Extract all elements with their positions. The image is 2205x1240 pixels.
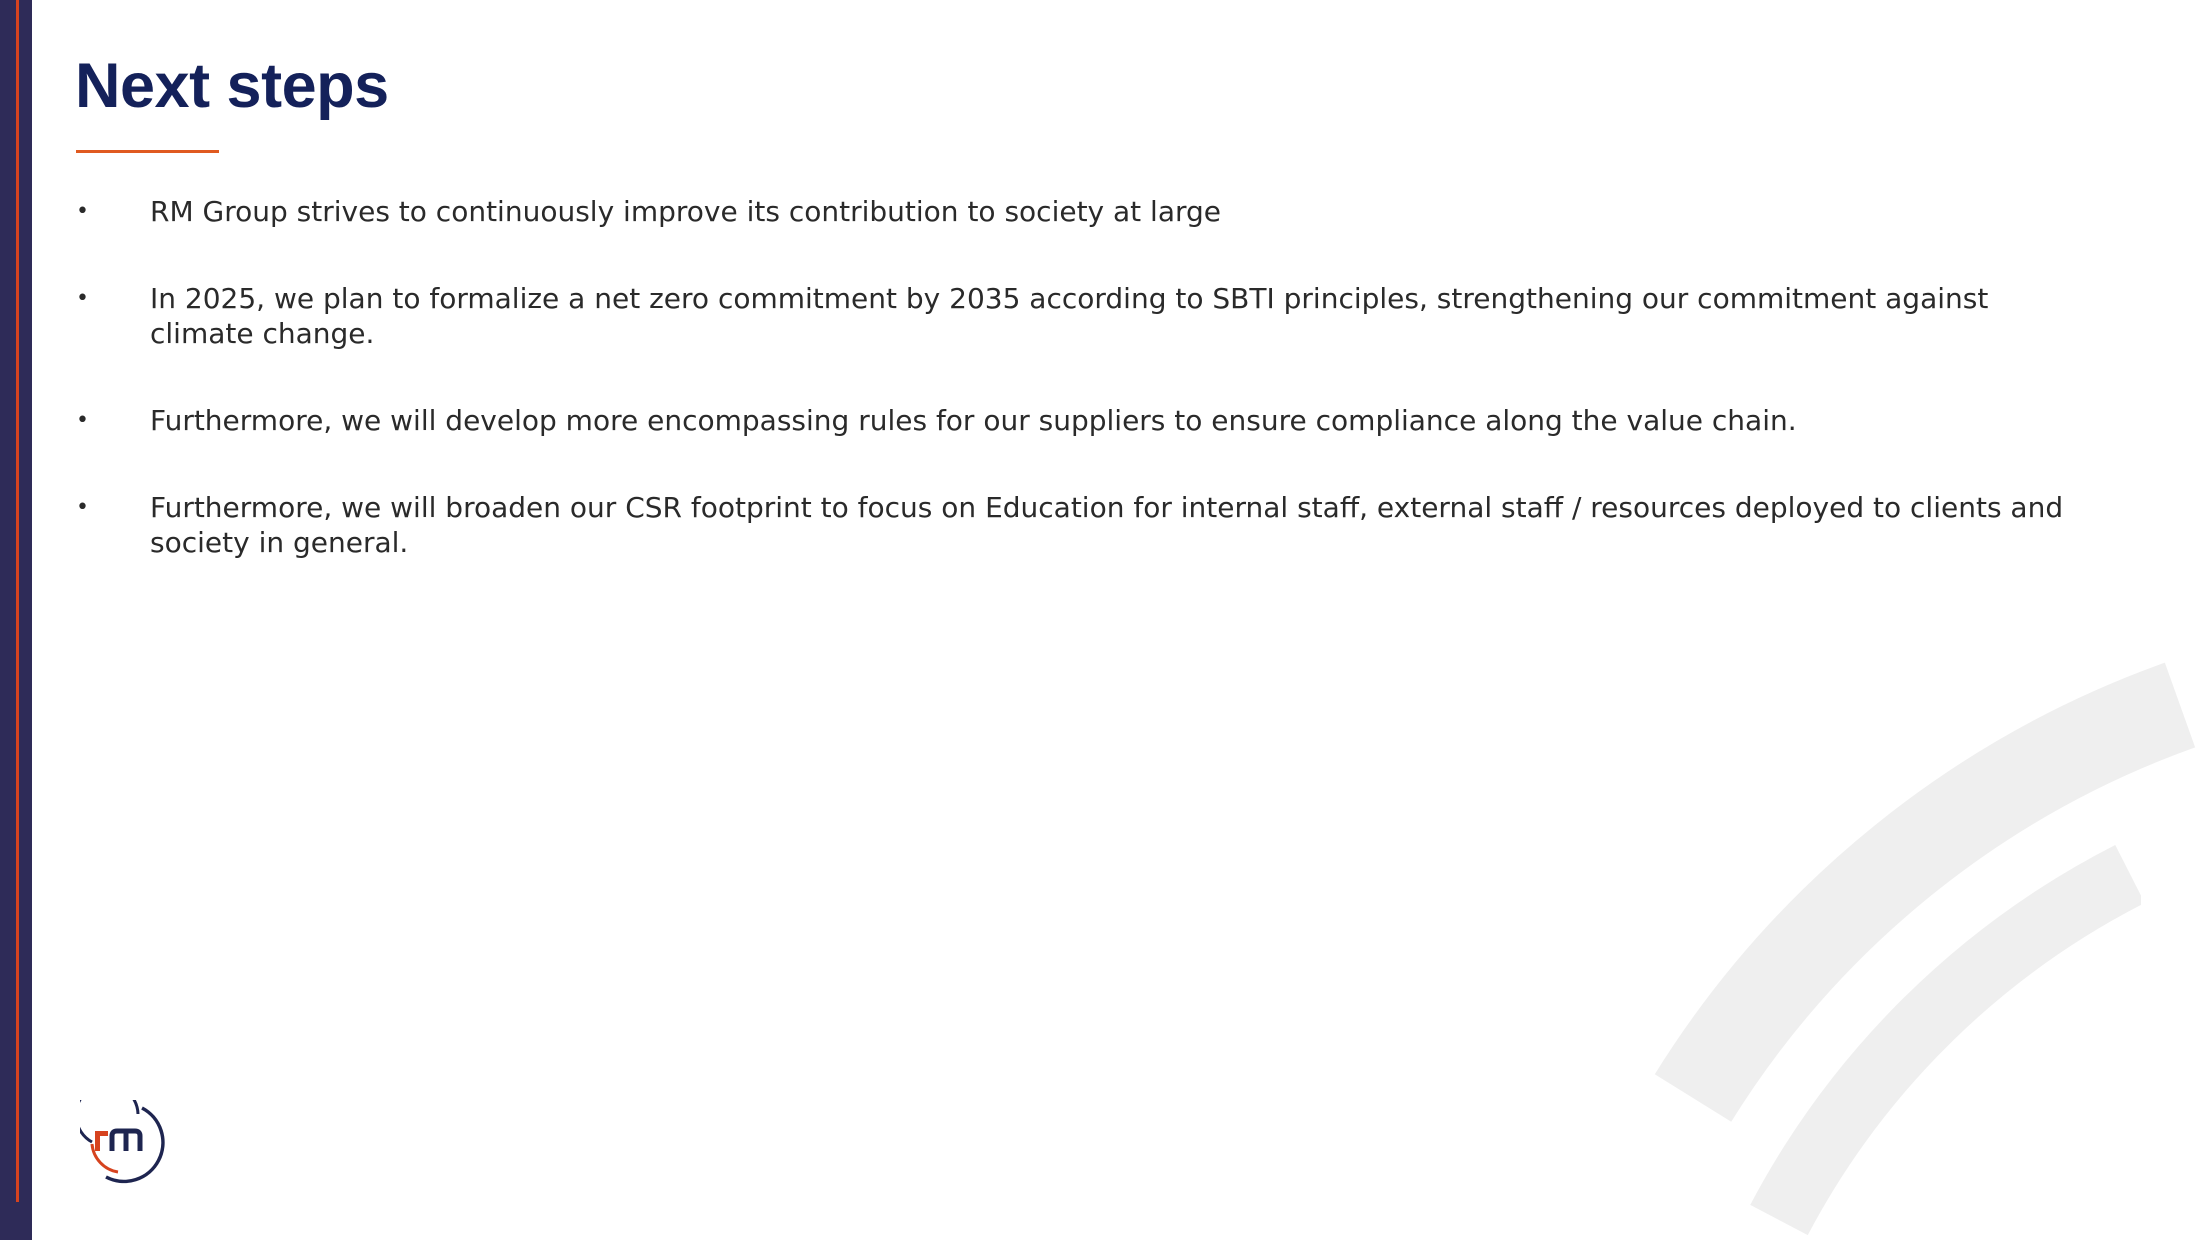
bullet-text: Furthermore, we will broaden our CSR footprint to focus on Education for internal staff, external staff / resources deployed to clients and society in general. xyxy=(150,491,2064,559)
list-item xyxy=(76,490,2076,560)
bullet-icon: • xyxy=(76,199,89,224)
bullet-icon: • xyxy=(76,495,89,520)
bullet-icon: • xyxy=(76,408,89,433)
bullet-text: RM Group strives to continuously improve its contribution to society at large xyxy=(150,195,1222,228)
list-item xyxy=(76,403,2076,438)
rm-logo-icon xyxy=(80,1100,166,1186)
list-item xyxy=(76,281,2076,351)
bullet-text: In 2025, we plan to formalize a net zero commitment by 2035 according to SBTI principles, strengthening our commitment against climate change. xyxy=(150,282,1989,350)
bullet-text: Furthermore, we will develop more encompassing rules for our suppliers to ensure compliance along the value chain. xyxy=(150,404,1797,437)
page-title: Next steps xyxy=(75,51,389,121)
list-item xyxy=(76,194,2076,229)
bullet-icon: • xyxy=(76,286,89,311)
bullet-list xyxy=(76,194,2076,612)
title-underline xyxy=(76,150,219,153)
